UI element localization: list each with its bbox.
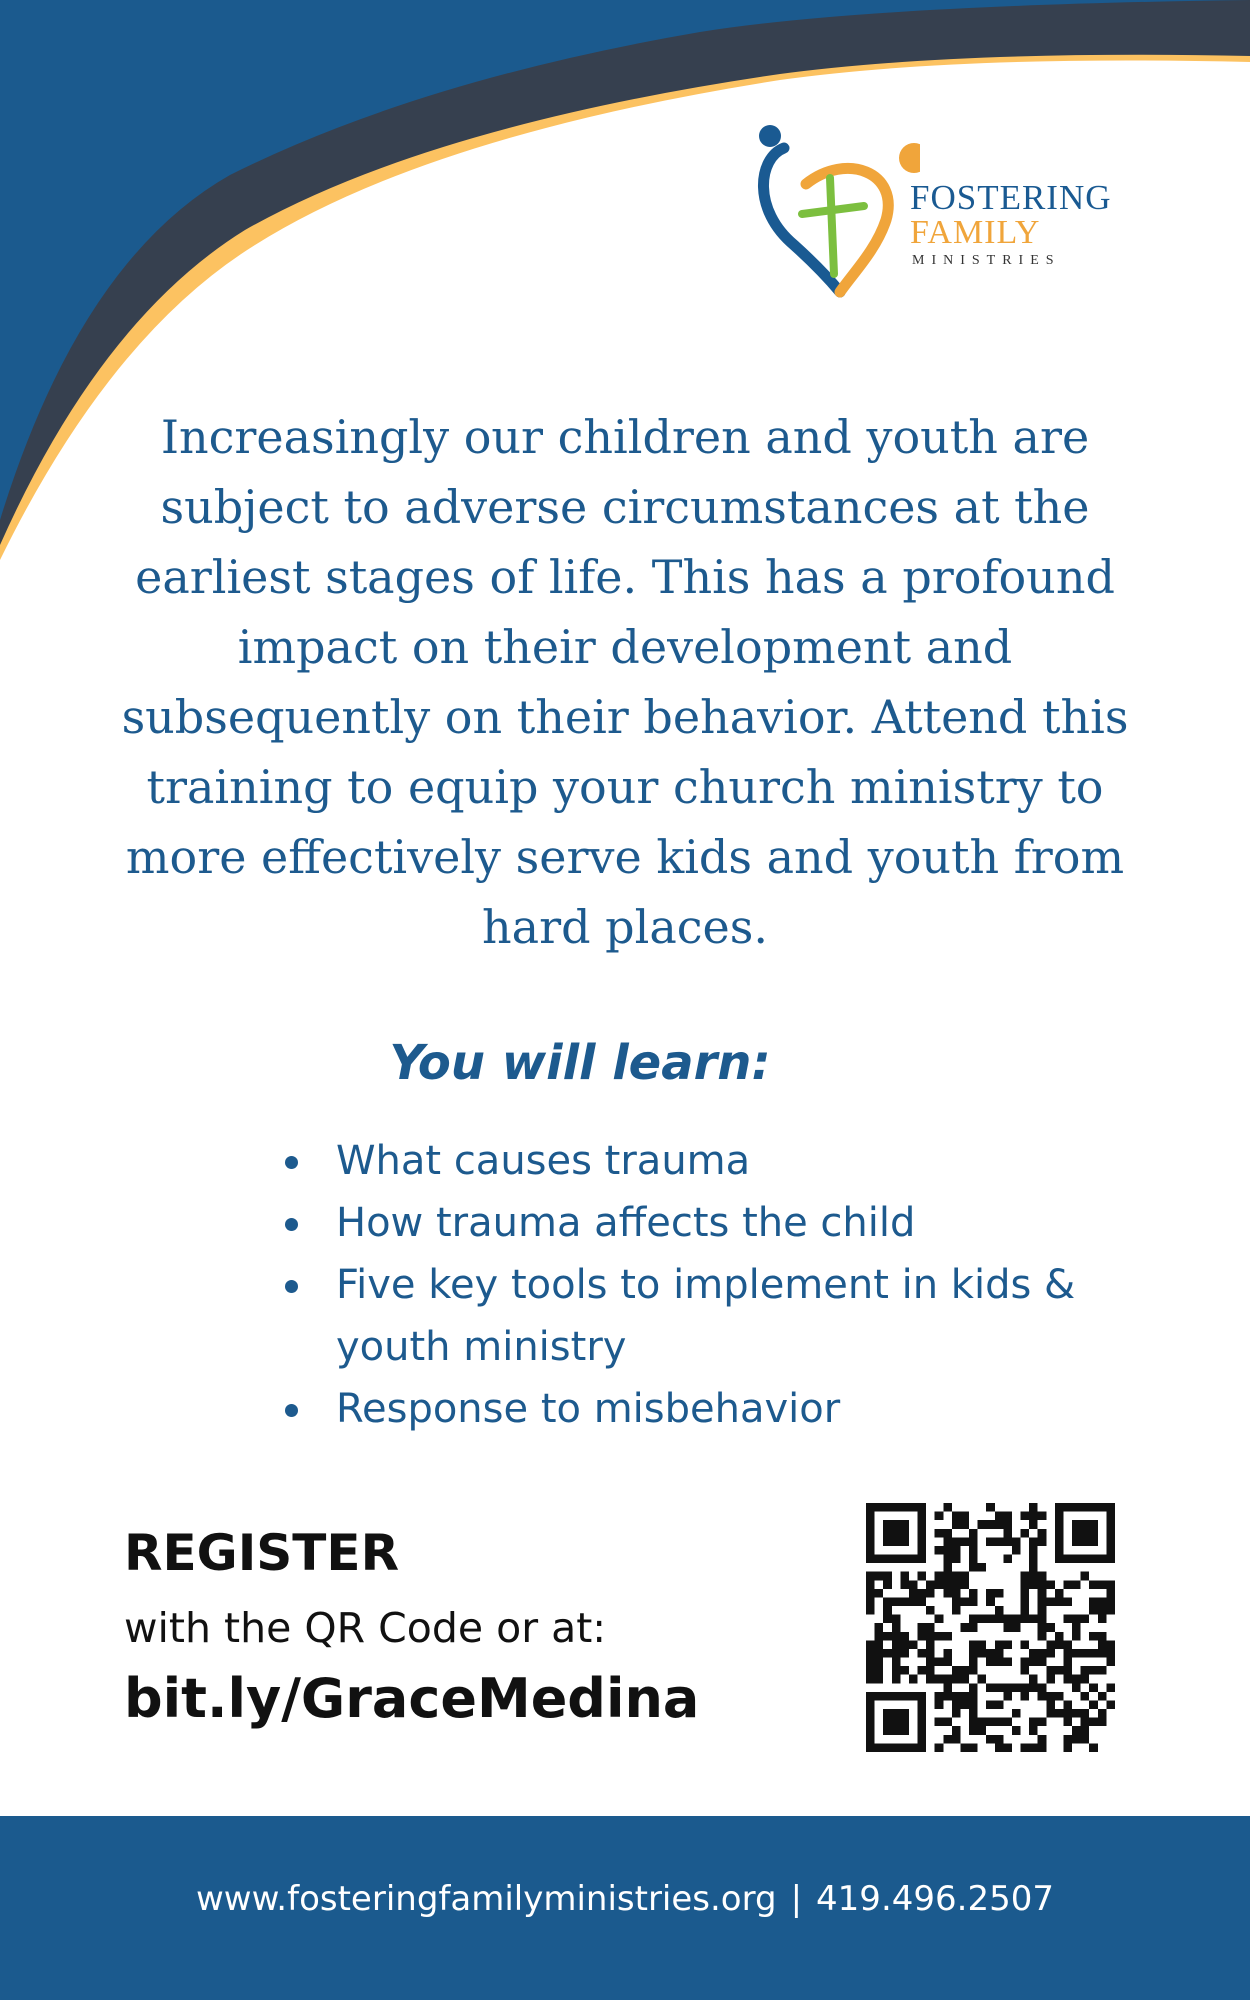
heart-cross-family-icon — [750, 120, 920, 300]
footer-separator: | — [790, 1879, 803, 1919]
list-item-text: Five key tools to implement in kids & youth ministry — [336, 1262, 1076, 1370]
bullet-icon — [285, 1280, 298, 1293]
learn-heading: You will learn: — [389, 1035, 771, 1091]
website-link[interactable]: www.fosteringfamilyministries.org — [196, 1879, 777, 1919]
logo-text-fostering: FOSTERING — [910, 178, 1112, 217]
list-item — [285, 1378, 1085, 1440]
phone-number[interactable]: 419.496.2507 — [816, 1879, 1054, 1919]
logo-text-ministries: MINISTRIES — [912, 253, 1061, 268]
list-item-text: What causes trauma — [336, 1138, 751, 1184]
list-item — [285, 1254, 1085, 1378]
register-link[interactable]: bit.ly/GraceMedina — [124, 1667, 700, 1730]
bullet-icon — [285, 1404, 298, 1417]
learn-list — [285, 1130, 1085, 1440]
list-item — [285, 1130, 1085, 1192]
footer-bar — [0, 1816, 1250, 2000]
register-heading: REGISTER — [124, 1524, 400, 1582]
bullet-icon — [285, 1218, 298, 1231]
list-item-text: Response to misbehavior — [336, 1386, 841, 1432]
intro-paragraph: Increasingly our children and youth are subject to adverse circumstances at the earliest stages of life. This has a profound impact on their development and subsequently on their behavior. Attend this training to equip your church ministry to more effectively serve kids and youth from hard places. — [121, 410, 1129, 954]
qr-code-icon[interactable] — [866, 1503, 1115, 1752]
list-item-text: How trauma affects the child — [336, 1200, 916, 1246]
logo-text-family: FAMILY — [910, 214, 1041, 251]
footer-contact — [0, 1879, 1250, 1919]
bullet-icon — [285, 1156, 298, 1169]
register-subtext: with the QR Code or at: — [124, 1604, 607, 1652]
fostering-family-logo — [750, 120, 1130, 300]
list-item — [285, 1192, 1085, 1254]
